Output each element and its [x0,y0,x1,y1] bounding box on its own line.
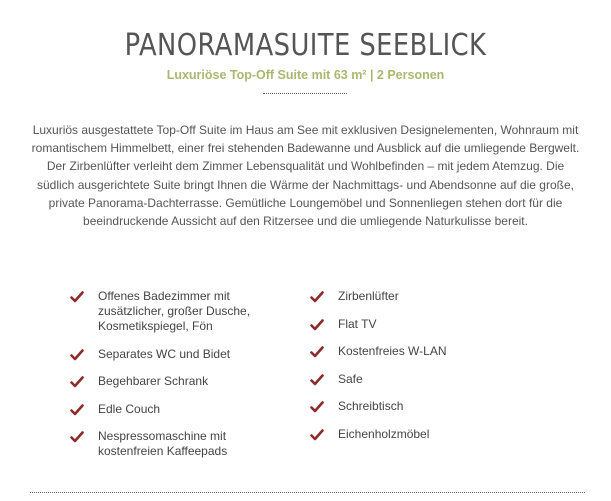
feature-item [310,344,510,359]
page-subtitle: Luxuriöse Top-Off Suite mit 63 m² | 2 Personen [166,68,445,82]
feature-label: Safe [338,371,363,386]
checkmark-icon [70,375,84,389]
title-divider [263,93,347,94]
checkmark-icon [70,430,84,444]
checkmark-icon [310,373,324,387]
feature-item [70,429,280,459]
feature-item [310,427,510,442]
feature-column-left [70,289,280,472]
bottom-divider [30,492,585,493]
feature-label: Edle Couch [98,401,161,416]
feature-item [310,372,510,387]
feature-item [310,289,510,304]
checkmark-icon [310,345,324,359]
feature-label: Schreibtisch [338,399,404,413]
feature-item [310,399,510,414]
checkmark-icon [310,400,324,414]
checkmark-icon [70,403,84,417]
feature-item [70,402,280,417]
feature-label: Begehbarer Schrank [98,374,209,388]
feature-column-right [310,289,510,454]
feature-item [70,374,280,389]
feature-label: Kostenfreies W-LAN [338,344,447,358]
checkmark-icon [310,318,324,332]
feature-item [70,289,280,334]
feature-label: Flat TV [338,316,377,331]
feature-label: Eichenholzmöbel [338,426,430,441]
checkmark-icon [310,428,324,442]
feature-label: Nespressomaschine mit kostenfreien Kaffeepads [98,429,228,458]
feature-label: Offenes Badezimmer mit zusätzlicher, großer Dusche, Kosmetikspiegel, Fön [98,289,251,333]
feature-label: Zirbenlüfter [338,289,399,303]
feature-label: Separates WC und Bidet [98,346,231,361]
suite-description: Luxuriös ausgestattete Top-Off Suite im Haus am See mit exklusiven Designelementen, Wohnraum mit romantischem Himmelbett, einer frei stehenden Badewanne und Ausblick auf die umliegende Bergwelt. Der Zirbenlüfter verleiht dem Zimmer Lebensqualität und Wohlbefinden – mit jedem Atemzug. Die südlich ausgerichtete Suite bringt Ihnen die Wärme der Nachmittags- und Abendsonne auf die große, private Panorama-Dachterrasse. Gemütliche Loungemöbel und Sonnenliegen stehen dort für die beeindruckende Aussicht auf den Ritzersee und die umliegende Naturkulisse bereit. [31,123,580,229]
checkmark-icon [70,348,84,362]
checkmark-icon [70,290,84,304]
page-title: PANORAMASUITE SEEBLICK [124,28,487,63]
feature-item [310,317,510,332]
feature-item [70,347,280,362]
checkmark-icon [310,290,324,304]
